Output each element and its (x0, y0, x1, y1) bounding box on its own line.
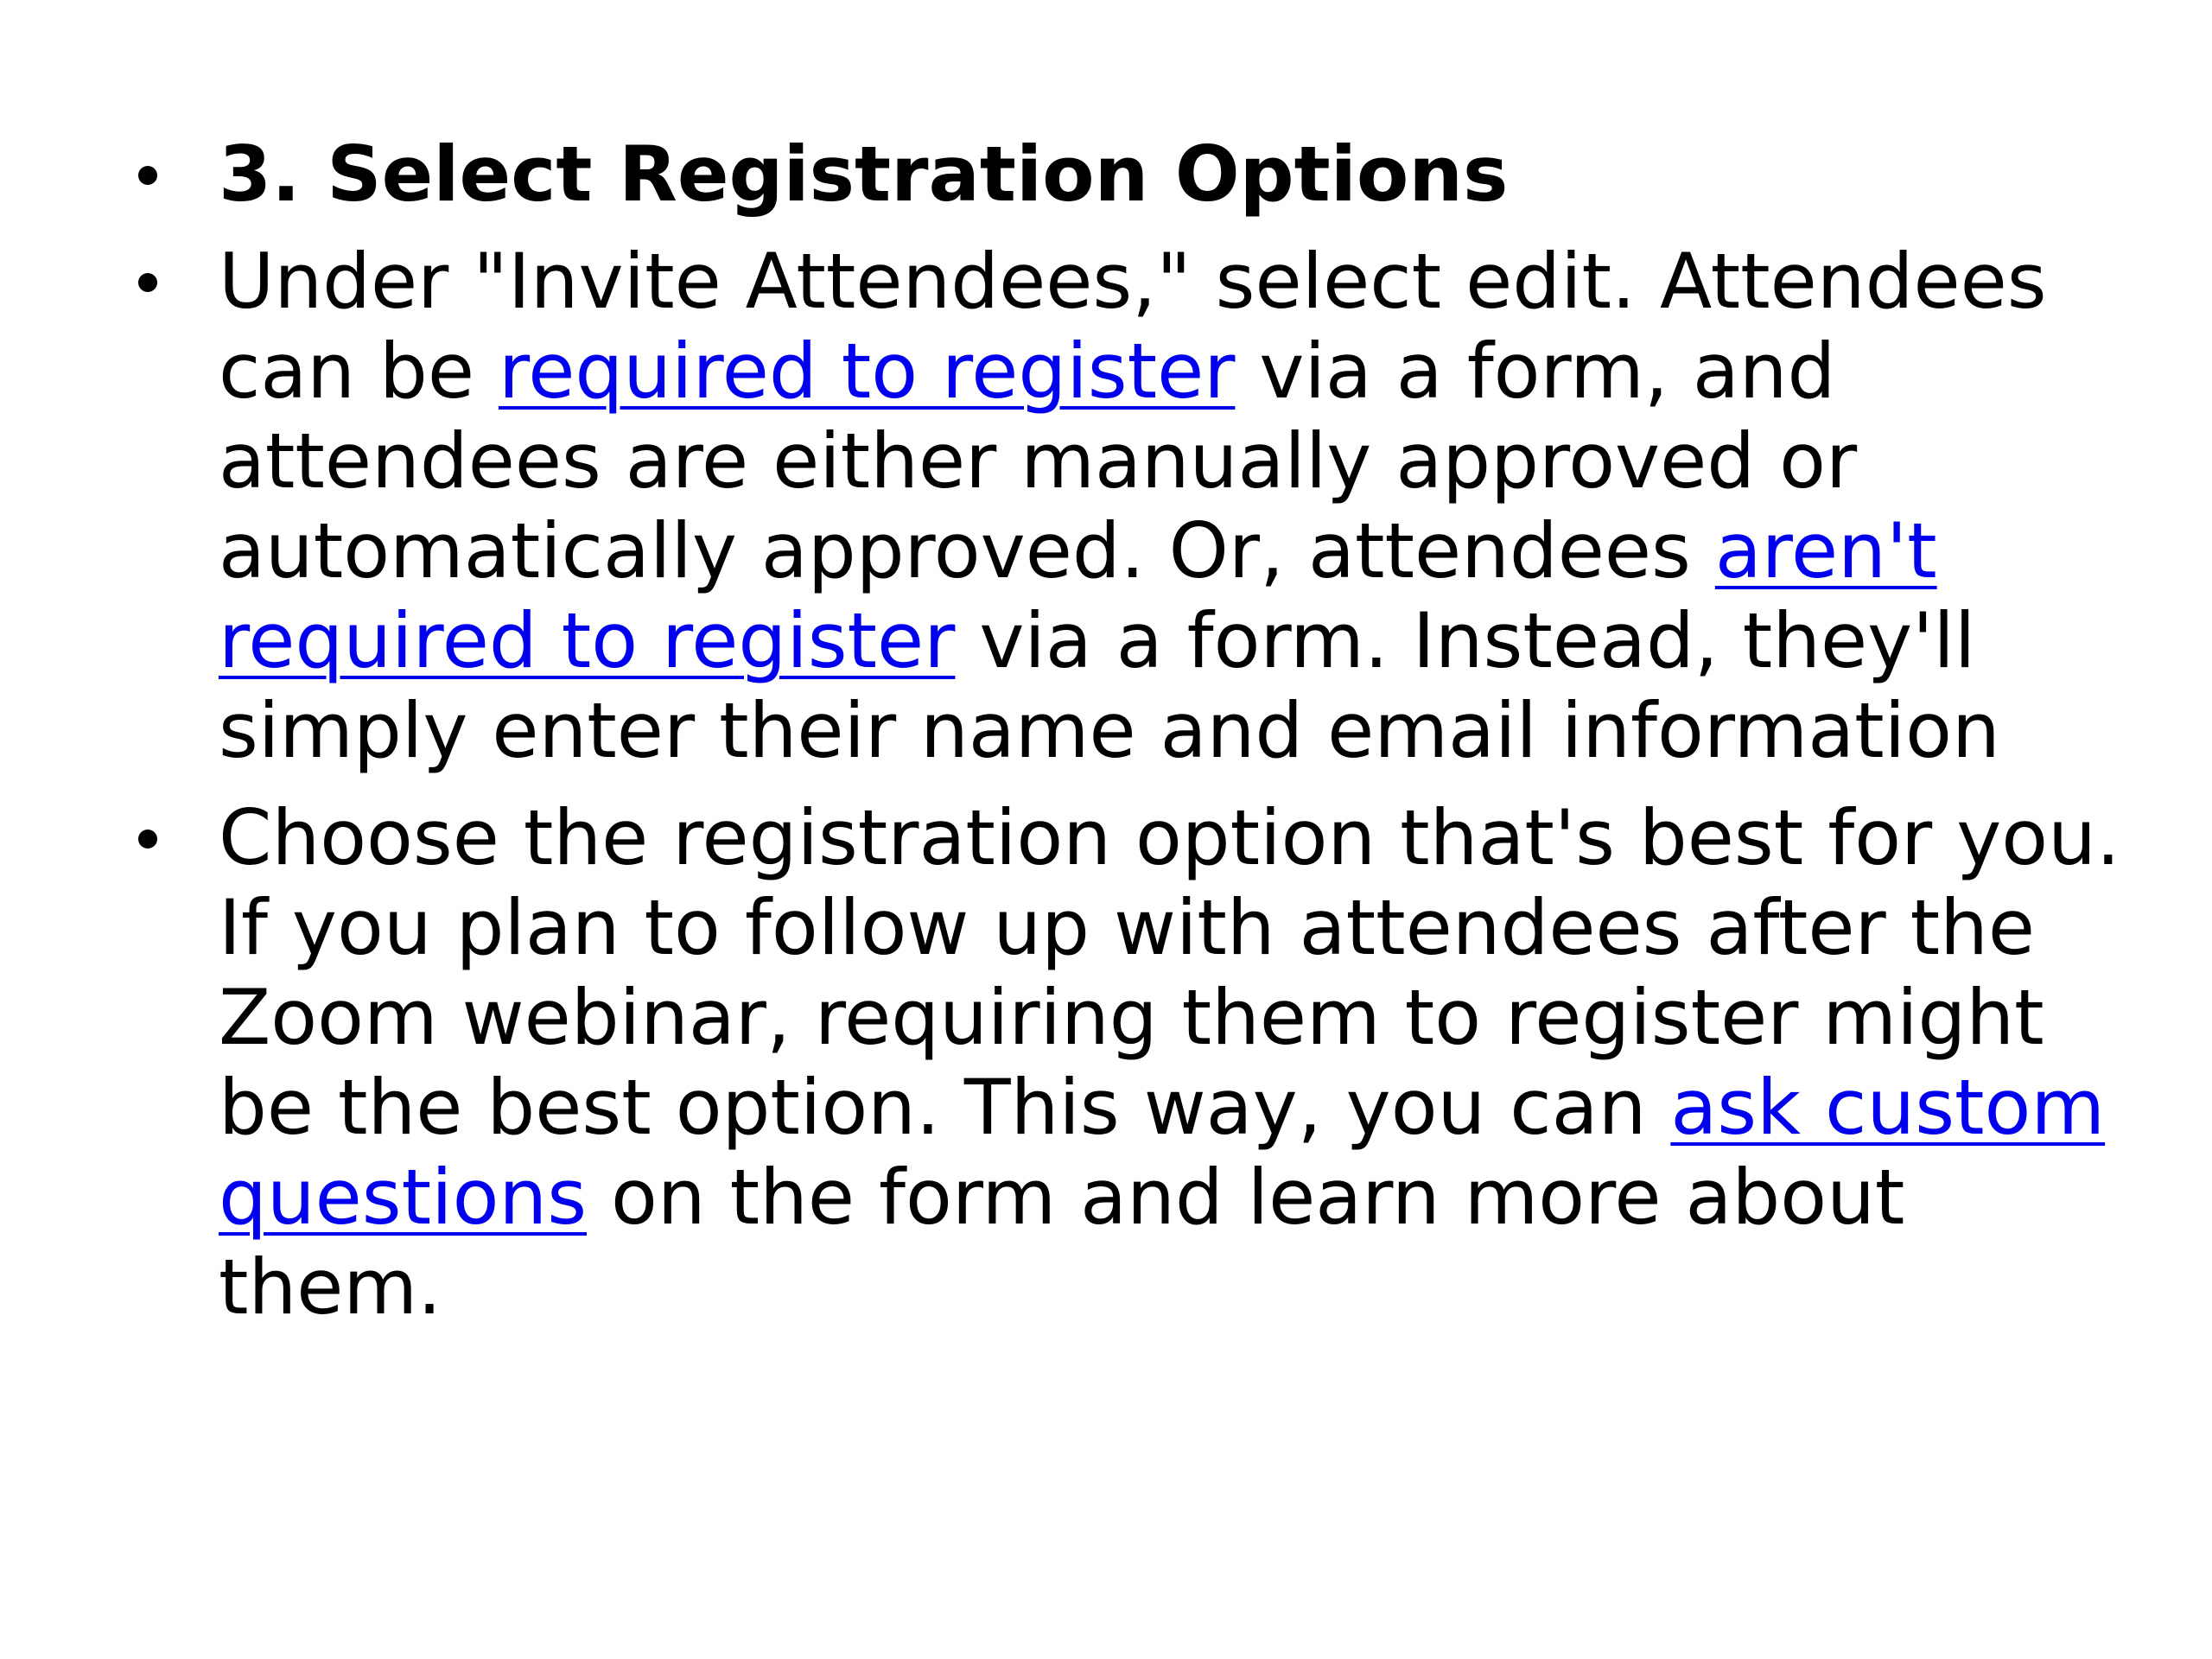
bullet-list (219, 130, 2137, 1350)
bullet-text: Choose the registration option that's best for you. If you plan to follow up with attendees after the Zoom webinar, requiring them to register might be the best option. This way, you can (219, 793, 2120, 1152)
bullet-dot-icon (138, 273, 157, 292)
bullet-dot-icon (138, 830, 157, 849)
bullet-text: on the form and learn more about them. (219, 1153, 1905, 1332)
section-heading: 3. Select Registration Options (219, 130, 1509, 219)
bullet-item-invite-attendees (219, 237, 2137, 776)
bullet-text: via a form, and attendees are either manually approved or automatically approved. Or, attendees (219, 327, 1858, 595)
bullet-text: via a form. Instead, they'll simply enter their name and email information (219, 596, 2000, 775)
bullet-item-choose-option (219, 793, 2137, 1332)
bullet-text: Under "Invite Attendees," select edit. Attendees can be (219, 237, 2047, 416)
link-required-to-register[interactable]: required to register (499, 327, 1236, 416)
bullet-item-heading (219, 130, 2137, 219)
bullet-dot-icon (138, 166, 157, 185)
link-not-required-to-register[interactable]: aren't required to register (219, 506, 1937, 685)
link-ask-custom-questions[interactable]: ask custom questions (219, 1063, 2106, 1242)
